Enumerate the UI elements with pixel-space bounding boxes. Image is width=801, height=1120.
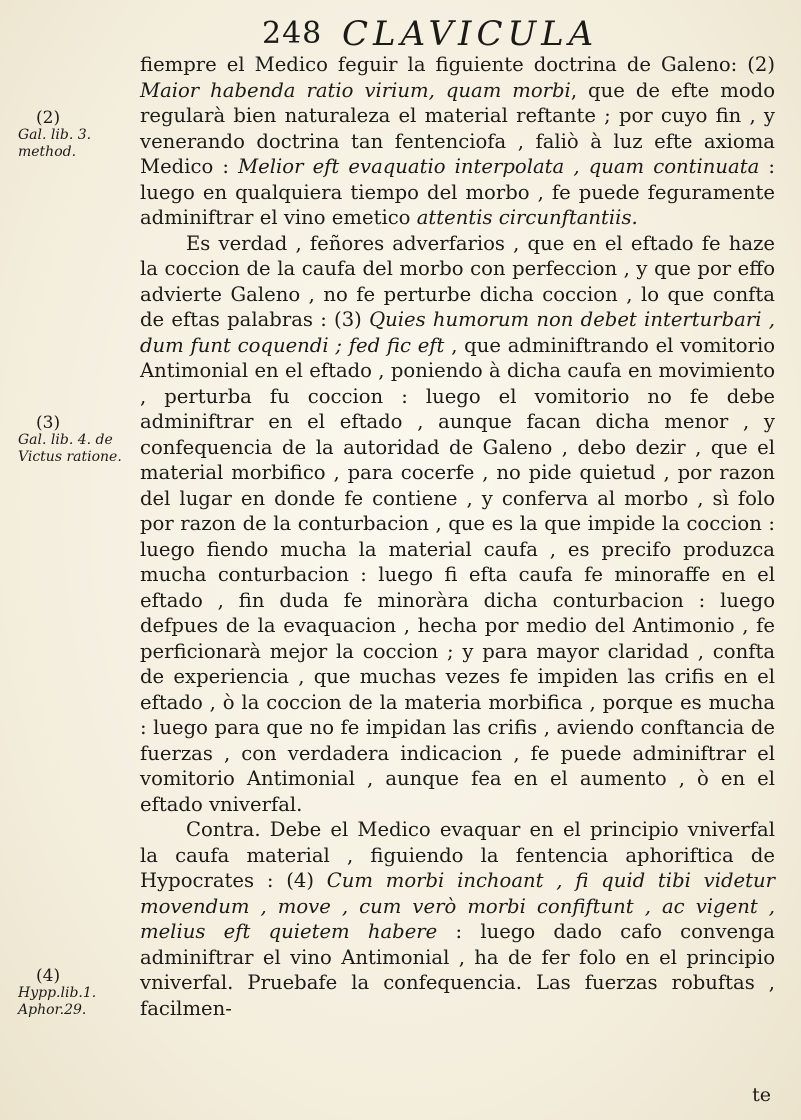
paragraph xyxy=(140,52,775,231)
margin-note xyxy=(18,110,128,161)
paragraph-text: Es verdad , feñores adverfarios , que en el eftado fe haze la coccion de la caufa del morbo con perfeccion , y que por effo advierte Galeno , no fe perturbe dicha coccion , lo que confta de eftas palabras : (3) xyxy=(140,231,775,331)
paragraph-text: : luego dado cafo convenga adminiftrar el vino Antimonial , ha de fer folo en el principio vniverfal. Pruebafe la confequencia. Las fuerzas robuftas , facilmen- xyxy=(140,920,775,1020)
latin-quotation: Quies humorum non debet interturbari , dum funt coquendi ; fed fic eft xyxy=(140,308,775,357)
paragraph-text: fiempre el Medico feguir la figuiente doctrina de Galeno: (2) xyxy=(140,53,775,76)
latin-quotation: attentis circunftantiis. xyxy=(416,206,638,229)
margin-note-number: (4) xyxy=(36,966,61,986)
latin-quotation: Maior habenda ratio virium, quam morbi xyxy=(140,78,571,102)
running-title: CLAVICULA xyxy=(342,14,599,54)
paragraph xyxy=(140,231,775,818)
margin-note-text: Hypp.lib.1. Aphor.29. xyxy=(18,985,97,1018)
margin-note-number: (2) xyxy=(36,108,61,128)
latin-quotation: Cum morbi inchoant , fi quid tibi videtur movendum , move , cum verò morbi confiftunt , ac vigent , melius eft quietem habere xyxy=(140,869,776,943)
paragraph-text: , que de efte modo regularà bien naturaleza el material reftante ; por cuyo fin , y venerando doctrina tan fentenciofa , faliò à luz efte axioma Medico : xyxy=(140,78,775,178)
paragraph-text: : luego en qualquiera tiempo del morbo , fe puede feguramente adminiftrar el vino emetico xyxy=(140,155,775,229)
body-text xyxy=(140,52,775,1021)
margin-note-text: Gal. lib. 3. method. xyxy=(18,127,92,160)
catchword: te xyxy=(752,1084,771,1106)
paragraph xyxy=(140,817,775,1021)
margin-note-text: Gal. lib. 4. de Victus ratione. xyxy=(18,432,122,465)
latin-quotation: Melior eft evaquatio interpolata , quam continuata xyxy=(238,155,760,178)
paragraph-text: , que adminiftrando el vomitorio Antimonial en el eftado , poniendo à dicha caufa en movimiento , perturba fu coccion : luego el vomitorio no fe debe adminiftrar en el eftado , aunque facan dicha menor , y confequencia de la autoridad de Galeno , debo dezir , que el material morbifico , para cocerfe , no pide quietud , por razon del lugar en donde fe contiene , y conferva al morbo , sì folo por razon de la conturbacion , que es la que impide la coccion : luego fiendo mucha la material caufa , es precifo produzca mucha conturbacion : luego fi efta caufa fe minoraffe en el eftado , fin duda fe minoràra dicha conturbacion : luego defpues de la evaquacion , hecha por medio del Antimonio , fe perficionarà mejor la coccion ; y para mayor claridad , confta de experiencia , que muchas vezes fe impiden las crifis en el eftado , ò la coccion de la materia morbifica , porque es mucha : luego para que no fe impidan las crifis , aviendo conftancia de fuerzas , con verdadera indicacion , fe puede adminiftrar el vomitorio Antimonial , aunque fea en el aumento , ò en el eftado vniverfal. xyxy=(140,333,776,816)
page-number: 248 xyxy=(262,16,323,51)
paragraph-text: Contra. Debe el Medico evaquar en el principio vniverfal la caufa material , figuiendo la fentencia aphoriftica de Hypocrates : (4) xyxy=(140,818,775,892)
margin-note xyxy=(18,415,128,466)
margin-note-number: (3) xyxy=(36,413,61,433)
margin-note xyxy=(18,968,128,1019)
